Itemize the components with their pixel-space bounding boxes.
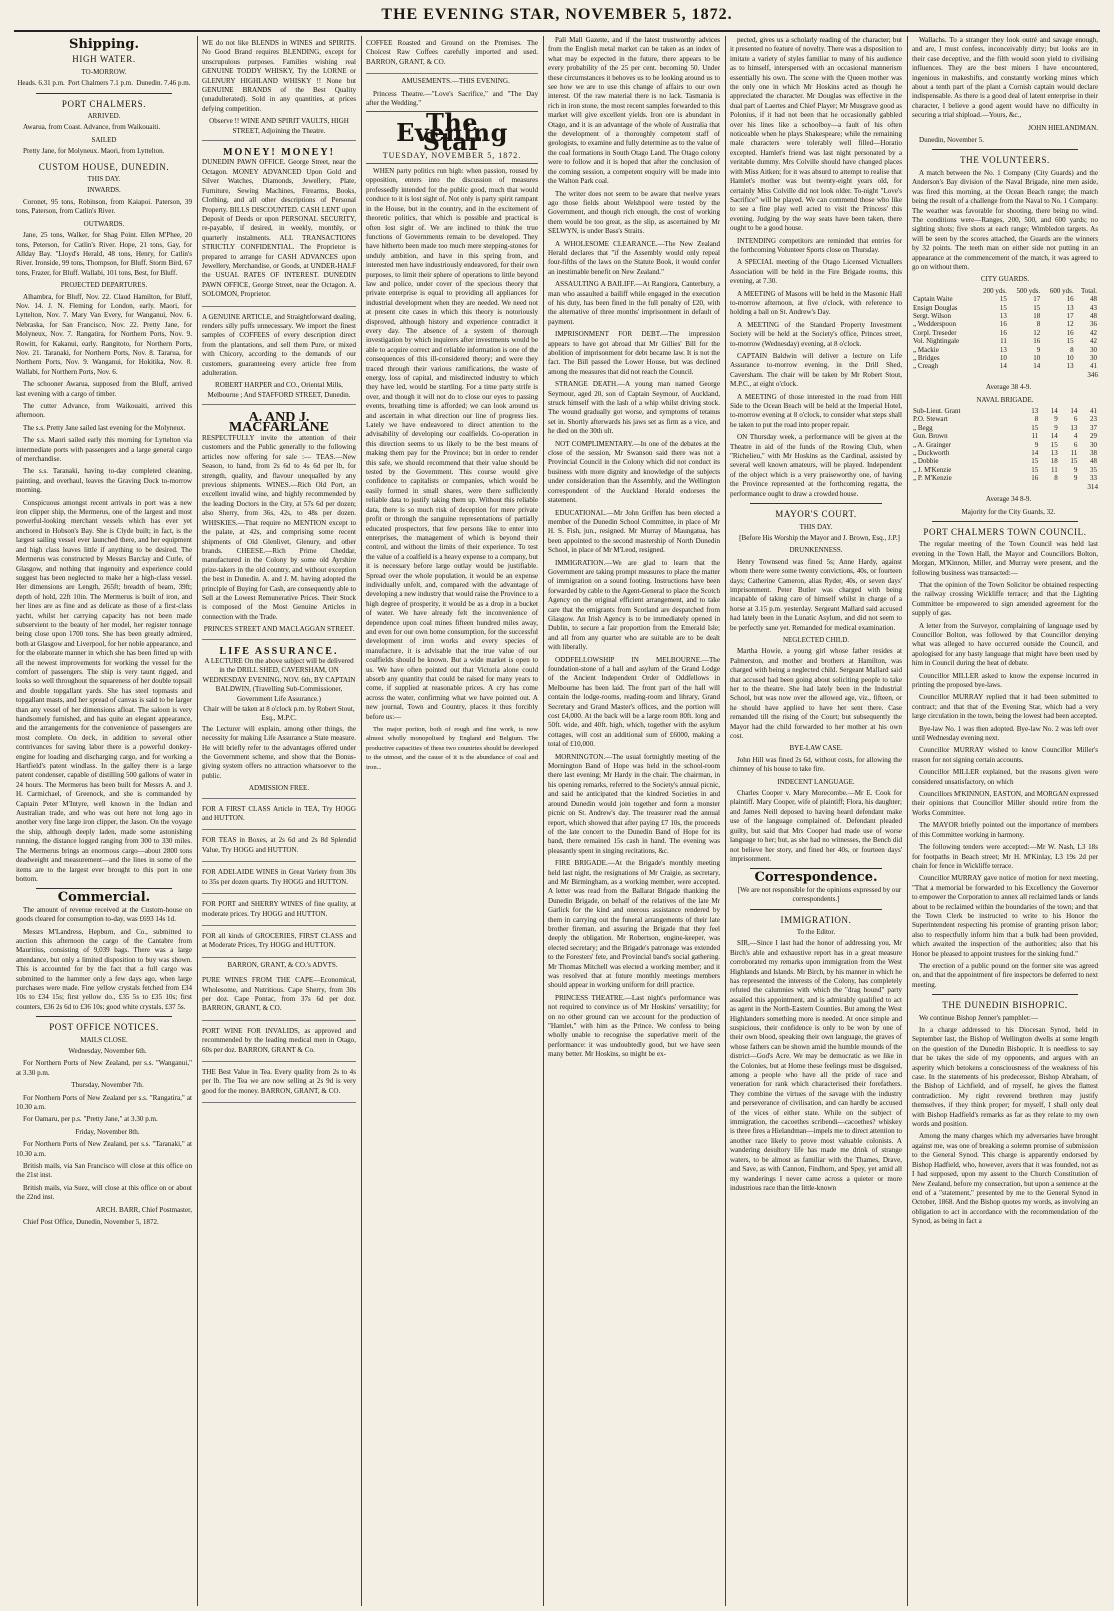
score-cell: 13 bbox=[1066, 303, 1074, 312]
score-cell: 17 bbox=[1066, 311, 1074, 320]
neglected-heading: NEGLECTED CHILD. bbox=[782, 635, 850, 644]
score-cell: 6 bbox=[1073, 415, 1078, 424]
arrived-list: Awarua, from Coast. Advance, from Waikouaiti. bbox=[23, 123, 161, 132]
score-cell: Sub-Lieut. Grant bbox=[913, 407, 961, 416]
bishopric-paragraph: Among the many charges which my adversaries have brought against me, was one of breaking a solemn promise of submission to the General Synod. This charge is apparently endorsed by Bishop Hadfield, who, however, avers that it was founded, not as I had supposed, upon my assent to the Church Constitution of New Zealand, before my consecration, but upon a sentence at the end of a "statement," presented by me to the General Synod in October, 1868. And the Bishop quotes my words, as involving an obligation to act in accordance with the recommendation of the Synod, as being in fact a bbox=[912, 1132, 1098, 1226]
barron-grant-heading: BARRON, GRANT, & CO.'s ADVTS. bbox=[227, 960, 338, 969]
bishopric-paragraph: In a charge addressed to his Diocesan Synod, held in September last, the Bishop of Wellington dwells at some length on the question of the Dunedin Bishopric. It is needless to say that he takes the side of my opponents, and argues with an asperity which betokens a consciousness of the weakness of his case. In the statements of his predecessor, Bishop Abraham, of the Bishop of Lichfield, and of myself, he gives the flattest contradiction. My right reverend brethren may justify themselves, if they think proper; for myself, I shall only deal with Bishop Hadfield's remarks as far as they relate to my own words and position. bbox=[912, 1026, 1098, 1129]
score-cell: 8 bbox=[1070, 345, 1074, 354]
city-guards-heading: CITY GUARDS. bbox=[980, 275, 1030, 284]
news-text: Pall Mall Gazette, and if the latest trustworthy advices from the English metal market can be taken as an index of what may be expected in the future, there appears to be every probability of the 25 per cent. becoming 50. Under these circumstances it behoves us to be looking around us to see how we are to use this change of affairs to our own interest. Of the raw material there is no lack. Tasmania is rich in iron stone, the most recent samples forwarded to this market will give excellent yields. Iron ore is abundant in Otago, and it is an advantage of the whole of Australia that the development of a thoroughly competent staff of geologists, to examine and fully determine as to the value of the coal formations in South Otago Land. The Otago colony were to follow and it is hoped that after the conclusion of the coming session, a competent enquiry will be made into the Walton Park coal. bbox=[548, 36, 720, 186]
score-cell: 43 bbox=[1090, 303, 1097, 312]
score-cell: 13 bbox=[999, 345, 1007, 354]
pawn-ad-heading: MONEY! MONEY! bbox=[223, 147, 335, 159]
score-cell: 48 bbox=[1090, 295, 1097, 304]
amusements-listing: Princess Theatre.—"Love's Sacrifice," and "The Day after the Wedding." bbox=[366, 89, 538, 108]
arrived-heading: ARRIVED. bbox=[87, 112, 121, 121]
column-divider bbox=[197, 36, 198, 1606]
score-cell: 12 bbox=[1066, 320, 1074, 329]
score-cell: 35 bbox=[1090, 465, 1097, 474]
score-cell: 18 bbox=[1033, 311, 1041, 320]
tide-port-chalmers: Port Chalmers 7.1 p.m. bbox=[68, 79, 133, 88]
score-cell: „ Mackie bbox=[913, 345, 939, 354]
advertisement bbox=[202, 833, 356, 862]
score-cell: 9 bbox=[1073, 465, 1078, 474]
column-divider bbox=[725, 36, 726, 1606]
macfarlane-ad: RESPECTFULLY invite the attention of their customers and the Public generally to the following articles now offering for sale :— TEAS.—New Season, to hand, from 2s 6d to 4s 6d per lb, for strength, quality, and flavour unequalled by any previous shipments. WINES.—Rich Old Port, an excellent invalid wine, and highly recommended by the leading Doctors in the City, at 57s 6d per dozen; also Sherry, from 36s, 42s, to 48s per dozen. WHISKIES.—That require no MENTION except to the palate, at 42s, and comprising some recent shipments of Old Glenlivet, Glenury, and other brands. CHEESE.—Rich Prime Cheddar, manufactured in the Colony by some old Ayrshire prize-takers in the old country, and without exception the best in Dunedin. A. and J. M. having adopted the principle of Buying for Cash, are consequently able to Sell at the Lowest Remunerative Prices. Their Stock is composed of the Most Genuine Articles in connection with the Trade. bbox=[202, 434, 356, 621]
lecture-notice: A LECTURE On the above subject will be delivered in the DRILL SHED, CAVERSHAM, ON WEDNESDAY EVENING, NOV. 6th, BY CAPTAIN BALDWIN, (Travelling Sub-Commissioner, Government Life Assurance.) bbox=[202, 656, 356, 703]
score-cell: 13 bbox=[1031, 407, 1039, 416]
mail-item: For Northern Ports of New Zealand per s.s. "Rangatira," at 10.30 a.m. bbox=[16, 1093, 192, 1112]
indecent-heading: INDECENT LANGUAGE. bbox=[777, 777, 855, 786]
bishopric-paragraph: We continue Bishop Jenner's pamphlet:— bbox=[919, 1013, 1038, 1022]
score-cell: 4 bbox=[1073, 432, 1078, 441]
shipping-news: The schooner Awarua, supposed from the Bluff, arrived last evening with a cargo of timber. bbox=[16, 380, 192, 398]
score-cell: 14 bbox=[1033, 362, 1041, 371]
advertisement bbox=[202, 802, 356, 831]
score-cell: 30 bbox=[1090, 354, 1097, 362]
mail-item: For Northern Ports of New Zealand, per s.s. "Taranaki," at 10.30 a.m. bbox=[16, 1140, 192, 1158]
score-row bbox=[912, 354, 1098, 362]
column-divider bbox=[543, 36, 544, 1606]
coffee-ad-signature: ROBERT HARPER and CO., Oriental Mills, Melbourne ; And STAFFORD STREET, Dunedin. bbox=[207, 381, 351, 399]
news-paragraph: STRANGE DEATH.—A young man named George Seymour, aged 20, son of Captain Seymour, of Auckland, struck himself with the lash of a whip whilst driving stock. The wound gradually got worse, and symptoms of tetanus set in. Shortly afterwards his jaws set as firm as a vice, and he died on the 30th ult. bbox=[548, 380, 720, 436]
score-cell: Ensign Douglas bbox=[913, 303, 958, 312]
score-cell: 15 bbox=[1031, 423, 1039, 432]
council-report bbox=[912, 540, 1098, 990]
life-assurance-heading: LIFE ASSURANCE. bbox=[219, 645, 339, 657]
outwards-list: Jane, 25 tons, Walker, for Shag Point. Ellen M'Phee, 20 tons, Peterson, for Catlin's River. Hope, 21 tons, Gay, for Allday Bay. "Lloyd's Herald, 48 tons, Henry, for Catlin's River. Ironside, 99 tons, Thompson, for Bluff. Storm Bird, 67 tons, Frazer, for Bluff. Wallabi, 101 tons, Best, for Bluff. bbox=[16, 231, 192, 277]
score-row bbox=[912, 295, 1098, 303]
score-cell: Vol. Nightingale bbox=[913, 337, 960, 346]
score-row bbox=[912, 304, 1098, 312]
score-cell: 36 bbox=[1090, 320, 1097, 329]
score-row bbox=[912, 449, 1098, 457]
hogg-hutton-ad: FOR ADELAIDE WINES in Great Variety from 30s to 35s per dozen quarts. Try HOGG and HUTTON. bbox=[202, 868, 356, 886]
letter-place: Dunedin, November 5. bbox=[919, 136, 985, 145]
score-cell: „ Begg bbox=[913, 423, 933, 432]
hogg-hutton-ad: FOR all kinds of GROCERIES, FIRST CLASS and at Moderate Prices, Try HOGG and HUTTON. bbox=[202, 931, 356, 950]
score-cell: „ Dobbie bbox=[913, 457, 939, 466]
score-header-cell: 500 yds. bbox=[1016, 286, 1041, 295]
score-cell: 11 bbox=[1000, 337, 1007, 346]
immigration-heading: IMMIGRATION. bbox=[780, 914, 852, 925]
bishopric-heading: THE DUNEDIN BISHOPRIC. bbox=[942, 1000, 1068, 1011]
hogg-hutton-ad: FOR TEAS in Boxes, at 2s 6d and 2s 8d Splendid Value, Try HOGG and HUTTON. bbox=[202, 836, 356, 854]
news-paragraph: NOT COMPLIMENTARY.—In one of the debates at the close of the session, Mr Swanson said there was not a Provincial Council in the Colony which did not conduct its business with more dignity and knowledge of the subjects under consideration than the Assembly, and the Wellington correspondent of the Auckland Herald endorses the statement. bbox=[548, 439, 720, 505]
advertisement bbox=[202, 310, 356, 406]
score-cell: Gun. Brown bbox=[913, 432, 948, 441]
notice-paragraph: A MEETING of Masons will be held in the Masonic Hall to-morrow afternoon, at five o'clock, with reference to holding a ball on St. Andrew's Day. bbox=[730, 289, 902, 317]
amusements-heading: AMUSEMENTS.—THIS EVENING. bbox=[401, 77, 510, 86]
score-cell: 15 bbox=[999, 295, 1007, 304]
column-advertisements bbox=[202, 36, 356, 1606]
naval-brigade-scores bbox=[912, 407, 1098, 483]
advertisement bbox=[202, 1024, 356, 1062]
score-row bbox=[912, 466, 1098, 474]
score-cell: 11 bbox=[1031, 432, 1039, 441]
score-cell: „ Creagh bbox=[913, 362, 939, 371]
naval-total: 314 bbox=[1087, 482, 1098, 491]
city-guards-scores bbox=[912, 287, 1098, 371]
score-cell: 13 bbox=[1050, 449, 1058, 458]
mail-day: Friday, November 8th. bbox=[75, 1127, 140, 1136]
score-cell: 15 bbox=[1050, 440, 1058, 449]
score-cell: 14 bbox=[1070, 407, 1078, 416]
score-cell: 14 bbox=[1050, 407, 1058, 416]
notice-paragraph: A MEETING of the Standard Property Investment Society will be held at the Society's office, Princes street, to-morrow (Wednesday) evening, at 8 o'clock. bbox=[730, 320, 902, 348]
mail-item: For Northern Ports of New Zealand, per s.s. "Wanganui," at 3.30 p.m. bbox=[16, 1059, 192, 1077]
lecture-description: The Lecturer will explain, among other things, the necessity for making Life Assurance a State measure. He will briefly refer to the advantages offered under the Government scheme, and show that the Bonus-giving system offers no attraction whatsoever to the public. bbox=[202, 724, 356, 780]
coffee-ad: A GENUINE ARTICLE, and Straightforward dealing, renders silly puffs unnecessary. We import the finest samples of COFFEES of every description direct from the plantations, and sell them Pure, or mixed with Chicory, according to the demands of our customers, guaranteeing every article free from adulteration. bbox=[202, 312, 356, 377]
score-row bbox=[912, 432, 1098, 440]
court-text: Charles Cooper v. Mary Morecombe.—Mr E. Cook for plaintiff. Mary Cooper, wife of plaintiff; Flora, his daughter; and James Neill deposed to having heard defendant make use of the language complained of. Defendant pleaded guilty, but said that Mrs Cooper had made use of worse language to her; but, as she had no witnesses, the Bench did not believe her story, and fined her 40s, or fourteen days' imprisonment. bbox=[730, 789, 902, 863]
to-editor: To the Editor. bbox=[796, 927, 836, 936]
tide-dunedin: Dunedin. 7.46 p.m. bbox=[136, 79, 191, 88]
tide-table bbox=[16, 79, 192, 88]
score-cell: 9 bbox=[1034, 440, 1039, 449]
score-cell: 15 bbox=[1066, 337, 1074, 346]
mayors-court-heading: MAYOR'S COURT. bbox=[775, 509, 857, 520]
court-bench: [Before His Worship the Mayor and J. Brown, Esq., J.P.] bbox=[739, 533, 900, 542]
port-chalmers-heading: PORT CHALMERS. bbox=[61, 98, 147, 109]
shipping-news: The s.s. Taranaki, having to-day completed cleaning, painting, and overhaul, leaves the Graving Dock to-morrow morning. bbox=[16, 467, 192, 495]
letter-text: SIR,—Since I last had the honor of addressing you, Mr Birch's able and exhaustive report has in a great measure corroborated my remarks upon immigration from the West Highlands and Islands. Mr Birch, by his manner in which he has represented the interests of the Colony, has completely refuted the calumnies with which the "drag hound" party assailed this appointment, and is admirably qualified to act as agent in the North-Eastern Counties. But among the West Highlanders something more is needed. At once simple and suspicious, their confidence is only to be won by one of their own blood, speaking their own language, the graves of whose fathers can be shown amid the humble mounds of the district—God's Acre. We may be democratic as we like in the Colonies, but at Home these feelings must be disguised, among a people who have all the pride of race and veneration for rank which characterised their forefathers. They combine the virtues of the savage with the industry and perseverance of civilisation, and can hardly be accused of the vices of either state. While on the subject of immigration, the cacoethes scribendi—cacoethes? whiskey is three fires a Hielandman—impels me to direct attention to another race likely to prove most valuable colonists. A wandering desultory life has made me drink of strange waters, to be almost as familiar with the Thames, Drave, and Save, as with Cannon, Findhorn, and Spey, yet amid all my wanderings I never came across a quieter or more industrious race than the little-known bbox=[730, 939, 902, 1192]
council-paragraph: Councillor MILLER explained, but the reasons given were considered unsatisfactory, on which bbox=[912, 768, 1098, 786]
score-header-cell: 200 yds. bbox=[983, 286, 1007, 295]
advertisement bbox=[202, 643, 356, 799]
column-volunteers bbox=[912, 36, 1098, 1606]
advertisement bbox=[202, 897, 356, 926]
advertisement bbox=[202, 865, 356, 894]
score-cell: 42 bbox=[1090, 328, 1097, 337]
newspaper-title: The Evening Star bbox=[396, 108, 508, 157]
score-cell: 11 bbox=[1070, 449, 1078, 458]
council-paragraph: The following tenders were accepted:—Mr W. Nash, L3 18s for footpaths in Beach street; Mr H. M'Kinlay, L3 19s 2d per chain for fence in Wickliffe terrace. bbox=[912, 843, 1098, 870]
council-paragraph: The MAYOR briefly pointed out the importance of members of this Committee working in harmony. bbox=[912, 821, 1098, 839]
hogg-hutton-ad: FOR A FIRST CLASS Article in TEA, Try HOGG and HUTTON. bbox=[202, 804, 356, 823]
score-header-row bbox=[912, 287, 1098, 295]
top-rule bbox=[14, 30, 1100, 32]
score-header-cell bbox=[912, 287, 974, 295]
news-paragraph: IMPRISONMENT FOR DEBT.—The impression appears to have got abroad that Mr Gillies' Bill for the abolition of imprisonment for debt became law. It is not the fact. The Bill passed the Lower House, but was declined among the measures that did not reach the Council. bbox=[548, 330, 720, 376]
council-paragraph: The erection of a public pound on the former site was agreed on, and that the appointment of fire inspectors be deferred to next meeting. bbox=[912, 961, 1098, 989]
score-cell: 23 bbox=[1090, 415, 1097, 424]
notice-paragraph: A SPECIAL meeting of the Otago Licensed Victuallers Association will be held in the Fire Brigade rooms, this evening, at 7.30. bbox=[730, 258, 902, 286]
port-chalmers-council-heading: PORT CHALMERS TOWN COUNCIL. bbox=[923, 526, 1087, 537]
outwards-heading: OUTWARDS. bbox=[83, 219, 125, 228]
city-total: 346 bbox=[1087, 370, 1098, 379]
notice-paragraph: INTENDING competitors are reminded that entries for the forthcoming Volunteer Sports close on Thursday. bbox=[730, 236, 902, 254]
advertisement bbox=[366, 36, 538, 74]
divider bbox=[366, 163, 538, 164]
projected-heading: PROJECTED DEPARTURES. bbox=[60, 281, 148, 290]
score-cell: 10 bbox=[1066, 354, 1074, 362]
barron-grant-ad: PORT WINE FOR INVALIDS, as approved and recommended by the leading medical men in Otago, 60s per doz. BARRON, GRANT & Co. bbox=[202, 1026, 356, 1054]
score-cell: 14 bbox=[1050, 432, 1058, 441]
score-cell: 6 bbox=[1073, 440, 1078, 449]
mails-close-heading: MAILS CLOSE. bbox=[80, 1035, 128, 1044]
macfarlane-address: PRINCES STREET AND MACLAGGAN STREET. bbox=[203, 625, 355, 634]
score-cell: 13 bbox=[999, 311, 1007, 320]
notice-paragraph: ON Thursday week, a performance will be given at the Theatre in aid of the funds of the Rowing Club, when "Richelieu," with Mr Hoskins as the Cardinal, assisted by several well known amateurs, will be played. Independent of the object which is a very praiseworthy one, of having the Province represented at the forthcoming regatta, the performance ought to draw a crowded house. bbox=[730, 433, 902, 498]
post-office-heading: POST OFFICE NOTICES. bbox=[49, 1022, 159, 1033]
news-paragraph: FIRE BRIGADE.—At the Brigade's monthly meeting held last night, the resignations of Mr Craigie, as secretary, and Mr Birmingham, as a working member, were accepted. A letter was read from the Ballarat Brigade thanking the Dunedin Brigade, on behalf of the relatives of the late Mr Garlick for the kind and onerous assistance rendered by them in carrying out the funeral arrangements of their late brother fireman, and assuring the Brigade that they feel deeply the obligation. Mr Robertson, engine-keeper, was elected secretary; and the Brigade's patronage was extended to the Foresters' fete, and Provincial band's social gathering. Mr Thomas Mitchell was elected a working member; and it was resolved that at future monthly meetings members should appear in working uniform for drill practice. bbox=[548, 859, 720, 990]
score-header-cell: Total. bbox=[1080, 286, 1097, 295]
drunkenness-heading: DRUNKENNESS. bbox=[789, 546, 843, 555]
score-cell: 15 bbox=[1031, 465, 1039, 474]
score-cell: 15 bbox=[1031, 457, 1039, 466]
score-cell: 14 bbox=[1031, 449, 1039, 458]
mail-item: For Oamaru, per p.s. "Pretty Jane," at 3.30 p.m. bbox=[23, 1115, 158, 1124]
score-cell: 9 bbox=[1073, 474, 1078, 483]
score-cell: 14 bbox=[999, 362, 1007, 371]
leader-text: WHEN party politics run high: when passion, roused by opposition, enters into the discussion of measures professedly intended for the public good, much that would conduce to it is lost sight of. Not only is party spirit rampant in the House, but in the country, and in the excitement of theoretic politics, that which is possible and practical is often lost sight of. We are inclined to think the true functions of Governments remain to be developed. They have hitherto been made too much mere stepping-stones for unduly ambition, and have in this spring from, and interested men have industriously endeavored, for their own purposes, to limit their sphere of operations to little beyond law and police, under cover of the specious theory that private enterprise is equal to providing all appliances for industrial development when they are needed. We need not at present cite cases in which this theory is notoriously disproved, although history and experience contradict it every day. The absence of a system of thorough investigation by which inquirers after investments would be able to acquire correct and reliable information is one of the consequences of this ill-considered theory; and were they traced through their various ramifications, the waste of energy, loss of capital, and misdirected industry to which they have led, would be startling. For a time party strife is over, and though it will not do to close our eyes to passing events, breathing time is afforded; we can look around us and ascertain in what direction our line of progress lies. Lately we have endeavored to direct attention to the advisability of developing our coalfields. Co-operation in this direction seems to us likely to be the best means of making them pay for the Province; but in order to render this safe, we should recommend that their value should be tested by the Government. This course would give confidence to capitalists or companies, which would be easily formed in small shares, were there sufficiently reliable data to justify taking them up. Without this reliable data, there is so much risk of deception for mere private profit or through the sanguine representations of partially educated prospectors, that few persons like to enter into enterprises, the management of which is beyond their control, and without the limits of their experience. To test the value of a coalfield is a heavy expense to a company, but it is necessary before large outlay would be justifiable. Spread over the whole population, it would be an expense individually unfelt, and, compared with the advantage of developing a new industry that would raise the Province to a high degree of prosperity, it would be as a drop in a bucket of water. We have already felt the inconvenience of dependence upon coal mines fifteen hundred miles away, and even for our own home consumption, for the successful development of iron works and every species of manufacture, it is advisable that the true value of our coalfields should be known. But a wide market is open to us. We have often pointed out that Victoria alone could absorb any quantity that could be raised for many years to come, if supplied at reasonable prices. A cry has come across the water, confirming what we have pointed out. A new journal, Town and Country, places it thus forcibly before us:— bbox=[366, 167, 538, 721]
projected-list: Alhambra, for Bluff, Nov. 22. Claud Hamilton, for Bluff, Nov. 14. J. N. Fleming for London, early. Maori, for Lyttelton, Nov. 7. Mary Van Every, for Wanganui, Nov. 6. Nebraska, for San Francisco, Nov. 22. Pretty Jane, for Molyneux, Nov. 7. Rangatira, for Northern Ports, Nov. 9. Rowitt, for Kakanui, early. Rangitoto, for Northern Ports, Nov. 21. Taranaki, for Northern Ports, Nov. 8. Tararua, for Northern Ports, Nov. 9. Wanganui, for Hokitika, Nov. 8. Wallabi, for Northern Ports, Nov. 6. bbox=[16, 292, 192, 376]
score-cell: 8 bbox=[1034, 415, 1039, 424]
customs-day: THIS DAY. bbox=[87, 175, 121, 184]
column-court bbox=[730, 36, 902, 1606]
tide-day: TO-MORROW. bbox=[81, 67, 127, 76]
score-cell: 48 bbox=[1090, 311, 1097, 320]
barron-grant-ad: PURE WINES FROM THE CAPE—Economical, Wholesome, and Nutritious. Cape Sherry, from 30s per doz. Cape Pontac, from 37s 6d per doz. BARRON, GRANT, & CO. bbox=[202, 976, 356, 1013]
score-cell: 12 bbox=[1033, 328, 1041, 337]
inwards-list: Coronet, 95 tons, Robinson, from Kaiapoi. Paterson, 39 tons, Paterson, from Catlin's River. bbox=[16, 197, 192, 216]
bishopric-text bbox=[912, 1014, 1098, 1227]
score-cell: 10 bbox=[1033, 354, 1041, 362]
coffee-roasted-ad: COFFEE Roasted and Ground on the Premises. The Choicest Raw Coffees carefully imported and used. BARRON, GRANT, & CO. bbox=[366, 39, 538, 66]
mail-day: Wednesday, November 6th. bbox=[68, 1047, 147, 1055]
score-cell: „ P. M'Kenzie bbox=[913, 474, 952, 483]
score-cell: 37 bbox=[1090, 423, 1097, 432]
whisky-ad-address: Observe !! WINE AND SPIRIT VAULTS, HIGH STREET, Adjoining the Theatre. bbox=[209, 117, 349, 135]
advertisement bbox=[202, 36, 356, 141]
news-paragraph: EDUCATIONAL.—Mr John Griffen has been elected a member of the Dunedin School Committee, in place of Mr H. S. Fish, jun., resigned. Mr Murray of Maungatua, has been appointed to the second mastership of North Dunedin School, in place of Mr M'Leod, resigned. bbox=[548, 508, 720, 555]
divider bbox=[750, 503, 882, 504]
score-row bbox=[912, 407, 1098, 415]
score-cell: 16 bbox=[999, 328, 1007, 337]
score-row bbox=[912, 441, 1098, 449]
score-cell: 11 bbox=[1051, 465, 1058, 474]
column-divider bbox=[361, 36, 362, 1606]
score-cell: 9 bbox=[1036, 345, 1041, 354]
council-paragraph: That the opinion of the Town Solicitor be obtained respecting the railway crossing Wickliffe terrace; and that the Lighting Committee be empowered to sign amended agreement for the supply of gas. bbox=[912, 580, 1098, 618]
score-cell: 38 bbox=[1090, 449, 1097, 458]
column-editorial bbox=[366, 36, 538, 1606]
naval-average: Average 34 8-9. bbox=[985, 495, 1032, 504]
advertisement bbox=[202, 144, 356, 307]
score-row bbox=[912, 329, 1098, 337]
score-cell: P.O. Stewart bbox=[913, 415, 948, 424]
score-cell: Captain Waite bbox=[913, 295, 953, 304]
admission-free: ADMISSION FREE. bbox=[248, 784, 310, 793]
score-row bbox=[912, 474, 1098, 482]
majority-line: Majority for the City Guards, 32. bbox=[961, 507, 1056, 516]
hogg-hutton-ad: FOR PORT and SHERRY WINES of fine quality, at moderate prices. Try HOGG and HUTTON. bbox=[202, 900, 356, 918]
score-cell: 15 bbox=[1070, 457, 1078, 466]
divider bbox=[36, 93, 172, 94]
score-cell: 17 bbox=[1033, 295, 1041, 304]
divider bbox=[36, 888, 172, 889]
divider bbox=[932, 994, 1078, 995]
score-row bbox=[912, 312, 1098, 320]
score-row bbox=[912, 362, 1098, 370]
whisky-ad: WE do not like BLENDS in WINES and SPIRITS. No Good Brand requires BLENDING, except for unscrupulous purposes. Families wishing real GENUINE TODDY WHISKY, Try the LORNE or GLENURY HIGHLAND WHISKY !! None but GENUINE BRANDS of the Best Quality (unadulterated). Sold in any quantities, at prices defying competition. bbox=[202, 39, 356, 113]
shipping-news: The s.s. Pretty Jane sailed last evening for the Molyneux. bbox=[23, 423, 186, 432]
score-cell: „ Wedderspoon bbox=[913, 320, 957, 329]
score-cell: 13 bbox=[1066, 362, 1074, 371]
lecture-chair: Chair will be taken at 8 o'clock p.m. by Robert Stout, Esq., M.P.C. bbox=[203, 705, 355, 723]
volunteers-heading: THE VOLUNTEERS. bbox=[960, 155, 1050, 166]
score-cell: Corpl. Treseder bbox=[913, 328, 957, 337]
court-text: John Hill was fined 2s 6d, without costs, for allowing the chimney of his house to take fire. bbox=[730, 755, 902, 774]
divider bbox=[932, 149, 1078, 150]
news-paragraph: ODDFELLOWSHIP IN MELBOURNE.—The foundation-stone of a hall and asylum of the Grand Lodge of the Ancient Independent Order of Oddfellows in Melbourne has been laid. The front part of the hall will contain the lodge-rooms, reading-room and library, Grand Secretary and Grand Master's offices, and the portion will cost £4,000. At the back will be a large room 80ft. long and 50ft. wide, and 40ft. high, which, together with the asylum cottages, will cost an additional sum of £6000, making a total of £10,000. bbox=[548, 655, 720, 749]
commercial-heading: Commercial. bbox=[57, 890, 151, 906]
score-row bbox=[912, 346, 1098, 354]
theatre-review: pected, gives us a scholarly reading of the character; but it presented no feature of novelty. There was a disposition to imitate a variety of styles familiar to many of his audience as to himself, interspersed with an occasional mannerism essentially his own. The scene with the Queen mother was the only one in which Mr Hoskins acted as though he appreciated the character. Mr Douglas was effective in the dual part of Laertes and Chief Player; Mr Musgrave good as Polonius, if it had not been that he occasionally gabbled over his lines like a schoolboy—a fault of his often noticeable when he plays Shakespeare; while the remaining male characters were tolerably well filled—Horatio excepted. Hamlet's friend was last night personated by a veritable dummy. Mrs Colville should have changed places with Miss Aitken; for it was absurd to attempt to realise that Hamlet's mother was but twenty-eight years old, for certainly Miss Colville did not look older. To-night "Love's Sacrifice" will be played. We can commend those who like to see a fine play well acted to visit the Princess' this evening. Judging by the way seats have been taken, there ought to be a good house. bbox=[730, 36, 902, 233]
volunteers-text: A match between the No. 1 Company (City Guards) and the Anderson's Bay division of the Naval Brigade, nine men aside, was fired this morning, at the Ocean Beach range; the match being the result of a challenge from the Naval to No. 1 Company. The weather was favorable for shooting, there being no wind. The conditions were—Ranges, 200, 500, and 600 yards; no sighting shots; five shots at each range; Wimbledon targets. As will be seen by the scores attached, the Guards are the winners by 32 points. The teeth man on either side not putting in an appearance at the commencement of the match, it was agreed to go on without them. bbox=[912, 168, 1098, 271]
commercial-text: The amount of revenue received at the Custom-house on goods cleared for consumption to-day, was £693 14s 1d. bbox=[16, 905, 192, 924]
inwards-heading: INWARDS. bbox=[87, 186, 121, 195]
masthead: THE EVENING STAR, NOVEMBER 5, 1872. bbox=[381, 6, 733, 23]
mail-item: British mails, via San Francisco will close at this office on the 21st inst. bbox=[16, 1162, 192, 1180]
council-paragraph: Councillor MILLER asked to know the expense incurred in printing the proposed bye-laws. bbox=[912, 671, 1098, 689]
mail-item: British mails, via Suez, will close at this office on or about the 22nd inst. bbox=[16, 1183, 192, 1202]
high-water-heading: HIGH WATER. bbox=[72, 54, 136, 65]
score-header-cell: 600 yds. bbox=[1049, 286, 1074, 295]
score-cell: 16 bbox=[1066, 328, 1074, 337]
score-cell: 16 bbox=[1031, 474, 1039, 483]
score-cell: „ Bridges bbox=[913, 354, 940, 362]
score-cell: 15 bbox=[1033, 303, 1041, 312]
news-paragraph: MORNINGTON.—The usual fortnightly meeting of the Mornington Band of Hope was held in the school-room there last evening; Mr Hardy in the chair. The chairman, in his opening remarks, referred to the Society's annual picnic, and said he anticipated that the kindred Societies in and around Dunedin would join together and form a monster picnic on St. Andrew's day. The treasurer read the annual report, which showed that after paying £7 10s, the proceeds of the late concert to the Dunedin Band of Hope for its band, there remained 15s cash in hand. The evening was pleasantly spent in singing recitations, &c. bbox=[548, 752, 720, 855]
score-cell: 16 bbox=[1033, 337, 1041, 346]
score-cell: 16 bbox=[999, 320, 1007, 329]
score-cell: 16 bbox=[1066, 295, 1074, 304]
pawn-ad: DUNEDIN PAWN OFFICE. George Street, near the Octagon. MONEY ADVANCED Upon Gold and Silver Watches, Diamonds, Jewellery, Plate, Furniture, Sewing Machines, Firearms, Books, Clothing, and all other descriptions of Personal Property. BILLS DISCOUNTED. CASH LENT upon Deposit of Deeds or upon PERSONAL SECURITY, re-payable, if desired, in weekly, monthly, or quarterly instalments. ALL TRANSACTIONS STRICTLY CONFIDENTIAL. The Proprietor is prepared to arrange for CASH ADVANCES upon Jewellery, Merchandise, or Goods, at UNDER-HALF the USUAL RATES OF INTEREST. DUNEDIN PAWN OFFICE, George Street, near the Octagon. A. SOLOMON, Proprietor. bbox=[202, 158, 356, 299]
council-paragraph: Councillor MURRAY gave notice of motion for next meeting, "That a memorial be forwarded to his Excellency the Governor to empower the Corporation to annex all reclaimed lands or lands about to be reclaimed within the boundaries of the town; and that the Town Clerk be instructed to write to his Honor the Superintendent respecting his promise of granting prison labor; also to respectfully inform him that a bulk had been provided, which awaited the inspection of the authorities; also that his Honor be pleased to appoint trustees for the sinking fund." bbox=[912, 874, 1098, 958]
score-cell: 33 bbox=[1090, 474, 1097, 483]
news-paragraph: PRINCESS THEATRE.—Last night's performance was not required to convince us of Mr Hoskins' versatility; for on no other ground can we account for the production of "Hamlet," with him as the Prince. We confess to being wholly unable to recognise the superlative merit of the performance: it was undoubtedly good, but we have seen many better. Mr Hoskins, so might be ex- bbox=[548, 993, 720, 1059]
court-day: THIS DAY. bbox=[799, 522, 833, 531]
council-paragraph: The regular meeting of the Town Council was held last evening in the Town Hall, the Mayor and Councillors Bolton, Morgan, M'Kinnon, Miller, and Murray were present, and the following business was transacted:— bbox=[912, 540, 1098, 577]
council-paragraph: Councillor MURRAY replied that it had been submitted to contract; and that that of the Evening Star, which had a very large circulation in the town, being the lowest had been accepted. bbox=[912, 693, 1098, 721]
divider bbox=[750, 868, 882, 869]
mail-day: Thursday, November 7th. bbox=[71, 1081, 144, 1090]
tide-heads: Heads. 6.31 p.m. bbox=[17, 79, 65, 88]
score-cell: 8 bbox=[1036, 320, 1041, 329]
score-row bbox=[912, 415, 1098, 423]
macfarlane-heading: A. AND J. MACFARLANE bbox=[228, 410, 330, 435]
court-text: Martha Howie, a young girl whose father resides at Palmerston, and mother and brothers at Hamilton, was charged with being a neglected child. Sergeant Mallard said that accused had been going about soliciting people to take her to the theatre. She had lately been in the Industrial School, but was now over the allowed age, viz., fifteen, or he should have applied to have her sent there. Case remanded till the rising of the Court; but subsequently the Mayor had the child forwarded to her mother at his own cost. bbox=[730, 647, 902, 741]
score-cell: „ Duckworth bbox=[913, 449, 950, 458]
advertisement bbox=[202, 973, 356, 1021]
column-news bbox=[548, 36, 720, 1606]
column-divider bbox=[907, 36, 908, 1606]
barron-grant-ad: THE Best Value in Tea. Every quality from 2s to 4s per lb. The Tea we are now selling at 2s 9d is very good for the money. BARRON, GRANT, & CO. bbox=[202, 1067, 356, 1095]
customs-heading: CUSTOM HOUSE, DUNEDIN. bbox=[38, 161, 170, 172]
post-signature: ARCH. BARR, Chief Postmaster, bbox=[95, 1205, 192, 1214]
sailed-heading: SAILED bbox=[91, 135, 117, 144]
news-paragraph: A WHOLESOME CLEARANCE.—The New Zealand Herald declares that "if the Assembly would only repeal four-fifths of the laws on the Statute Book, it would confer an inestimable benefit on New Zealand." bbox=[548, 239, 720, 276]
score-cell: 8 bbox=[1054, 474, 1058, 483]
correspondence-disclaimer: [We are not responsible for the opinions expressed by our correspondents.] bbox=[737, 885, 902, 904]
council-paragraph: Councillor MURRAY wished to know Councillor Miller's reason for not signing certain accounts. bbox=[912, 746, 1098, 764]
notice-paragraph: CAPTAIN Baldwin will deliver a lecture on Life Assurance to-morrow evening, in the Drill Shed, Caversham. The chair will be taken by Mr Robert Stout, M.P.C., at eight o'clock. bbox=[730, 352, 902, 389]
score-cell: 13 bbox=[1070, 423, 1078, 432]
score-cell: 41 bbox=[1090, 407, 1097, 416]
news-paragraph: IMMIGRATION.—We are glad to learn that the Government are taking prompt measures to place the matter of immigration on a sound footing. Instructions have been forwarded by cable to the Agent-General to place the Scotch Agency on the original efficient arrangement, and to take care that the emigrants from Scotland are despatched from Glasgow. An Irish Agency is to be immediately opened in Dublin, to secure a fair proportion from the Emerald Isle; and all from any quarter who are suitable are to be dealt with liberally. bbox=[548, 558, 720, 652]
score-cell: 30 bbox=[1090, 440, 1097, 449]
advertisement bbox=[202, 929, 356, 958]
score-row bbox=[912, 320, 1098, 328]
council-paragraph: Councillors M'KINNON, EASTON, and MORGAN expressed their opinions that Councillor Miller should retire from the Works Committee. bbox=[912, 790, 1098, 817]
naval-brigade-heading: NAVAL BRIGADE. bbox=[976, 395, 1034, 404]
notice-paragraph: A MEETING of those interested in the road from Hill Side to the Ocean Beach will be held at the Imperial Hotel, to-morrow evening at 8 o'clock, to consider what steps shall be taken to put the road into proper repair. bbox=[730, 392, 902, 429]
advertisement bbox=[202, 1065, 356, 1103]
commercial-text: Messrs M'Landress, Hepburn, and Co., submitted to auction this afternoon the cargo of the Cantabre from Mauritius, consisting of 9,039 bags. There was a large attendance, but only a limited disposition to buy was shown. This is accounted for by the fact that a full cargo was submitted to the hammer only a few days ago, when large purchases were made. Fine yellow crystals fetched from £34 10s to £34 15s; first yellow do., £35 5s to £35 10s; first counters, £36 2s 6d to £36 10s; good white crystals, £37 5s. bbox=[16, 927, 192, 1011]
sailed-list: Pretty Jane, for Molyneux. Maori, from Lyttelton. bbox=[23, 147, 165, 156]
score-cell: 9 bbox=[1054, 415, 1058, 424]
shipping-news: Conspicuous amongst recent arrivals in port was a new iron clipper ship, the Mermerus, one of the largest and most powerful-looking merchant vessels which has ever yet anchored in Hobson's Bay. She is Clyde built; in fact, is the largest sailing vessel ever launched there, and her equipment and high class leaves little if anything to be desired. The Mermerus was constructed by Messrs Barclay and Curle, of Glasgow, and nothing that ingenuity and experience could suggest has been neglected to make her a high-class vessel. Her dimensions are Length, 265ft; breadth of beam, 39ft; depth of hold, 22ft 10in. The Mermerus is built of iron, and her lines are as fine and as delicate as those of a first-class yacht, whilst her carrying capacity has not been made subservient to the beauty of her model, her register tonnage being close upon 1700 tons. She has been greatly admired, both at Glasgow and Liverpool, for her noble appearance, and for the elaborate manner in which she has been fitted up with all the newest improvements for working the vessel for the comfort of passengers. The ship is very taunt rigged, and looks so well throughout the squareness of her double topsail and double topgallant yards. She has steel topmasts and topgallant masts, and her spread of canvas is said to be larger than any vessel of her dimensions afloat. The saloon is very handsomely furnished, and has quite an elegant appearance, and the arrangements for the convenience of passengers are most complete. On deck, in addition to several other contrivances for saving labor there is a powerful donkey-engine for loading and discharging cargo, and for working a Hartfield's patent windlass. In the galley there is a large patent condenser, capable of distilling 500 gallons of water in 24 hours. The Mermerus has been built for Messrs A. and J. H. Carmichael, of Greenock, and she is commanded by Captain Peter M'Intyre, well known in the Indian and Australian trade, and who was out here not long ago in another very fine large iron clipper, the Jason. On the voyage the ship, although deeply laden, made some astonishing running, the distance logged ranging from 300 to 330 miles. The Mermerus brings an enormous cargo—about 2800 tons deadweight and measurement—and the lines in some of the items are to the largest ever brought to this port in one bottom. bbox=[16, 498, 192, 883]
letter-signature: JOHN HIELANDMAN. bbox=[1028, 123, 1098, 132]
correspondence-heading: Correspondence. bbox=[754, 870, 878, 886]
score-cell: 10 bbox=[999, 354, 1007, 362]
bylaw-heading: BYE-LAW CASE. bbox=[789, 744, 843, 753]
divider bbox=[36, 1016, 172, 1017]
score-row bbox=[912, 337, 1098, 345]
score-row bbox=[912, 424, 1098, 432]
score-cell: 15 bbox=[999, 303, 1007, 312]
news-paragraph: ASSAULTING A BAILIFF.—At Rangiora, Canterbury, a man who assaulted a bailiff while engaged in the execution of his duty, has been fined in the full penalty of £20, with the alternative of three months' imprisonment in default of payment. bbox=[548, 280, 720, 326]
council-paragraph: A letter from the Surveyor, complaining of language used by Councillor Bolton, was followed by that Councillor denying what was alleged to have occurred outside the Council, and apologised for any hasty language that might have been used by him in Council during the heat of debate. bbox=[912, 621, 1098, 668]
column-shipping bbox=[16, 36, 192, 1606]
news-paragraph: The writer does not seem to be aware that twelve years ago those fields about Welshpool were tested by the Government, and though rich enough, the cost of working them would be too great, as the slip, as ascertained by Mr SELWYN, is under Bass's Straits. bbox=[548, 189, 720, 236]
score-cell: 48 bbox=[1090, 457, 1097, 466]
shipping-heading: Shipping. bbox=[69, 37, 139, 52]
court-text: Henry Townsend was fined 5s; Anne Hardy, against whom there were some twenty convictions, 40s, or fourteen days; Catherine Cameron, alias Ryder, 40s, or seven days' imprisonment. Peter Butler was charged with being incapable of taking care of himself whilst in charge of a horse at 3.15 p.m. yesterday. Sergeant Mallard said accused had lately been in the Lunatic Asylum, and did not seem to be perfectly sane yet. Remanded for medical examination. bbox=[730, 557, 902, 632]
divider bbox=[750, 909, 882, 910]
letter-continued: Wallachs. To a stranger they look outré and savage enough, and are, I must confess, inconceivably dirty; but looks are in their case deceptive, and the filth would soon yield to civilising influences. They are the best miners I have encountered, ingenious in makeshifts, and constantly working mines which about a tenth part of the plant a Cornish captain would declare indispensable. As there is a good deal of latent enterprise in their character, I believe a good agent would have no difficulty in securing a trial shipload.—Yours, &c., bbox=[912, 36, 1098, 120]
divider bbox=[932, 521, 1078, 522]
score-cell: 41 bbox=[1090, 362, 1097, 371]
score-cell: 30 bbox=[1090, 345, 1097, 354]
advertisement bbox=[202, 408, 356, 639]
city-average: Average 38 4-9. bbox=[985, 383, 1032, 392]
issue-date: TUESDAY, NOVEMBER 5, 1872. bbox=[382, 150, 522, 160]
council-paragraph: Bye-law No. 1 was then adopted. Bye-law No. 2 was left over until Wednesday evening next. bbox=[912, 724, 1098, 743]
score-cell: 9 bbox=[1054, 423, 1058, 432]
leader-quote: The major portion, both of rough and fine work, is now almost wholly monopolised by England and Belgium. The productive capacities of these two countries should be developed to the utmost, and the cause of it is the abundance of coal and iron... bbox=[366, 726, 538, 771]
post-place: Chief Post Office, Dunedin, November 5, 1872. bbox=[23, 1218, 159, 1227]
score-cell: „ A. Grainger bbox=[913, 440, 951, 449]
score-row bbox=[912, 457, 1098, 465]
shipping-news: The cutter Advance, from Waikouaiti, arrived this afternoon. bbox=[16, 402, 192, 420]
score-cell: Sergt. Wilson bbox=[913, 311, 951, 320]
shipping-news: The s.s. Maori sailed early this morning for Lyttelton via intermediate ports with passengers and a large general cargo of merchandise. bbox=[16, 436, 192, 464]
score-cell: 29 bbox=[1090, 432, 1097, 441]
score-cell: 18 bbox=[1050, 457, 1058, 466]
score-cell: „ J. M'Kenzie bbox=[913, 465, 952, 474]
score-cell: 42 bbox=[1090, 337, 1097, 346]
